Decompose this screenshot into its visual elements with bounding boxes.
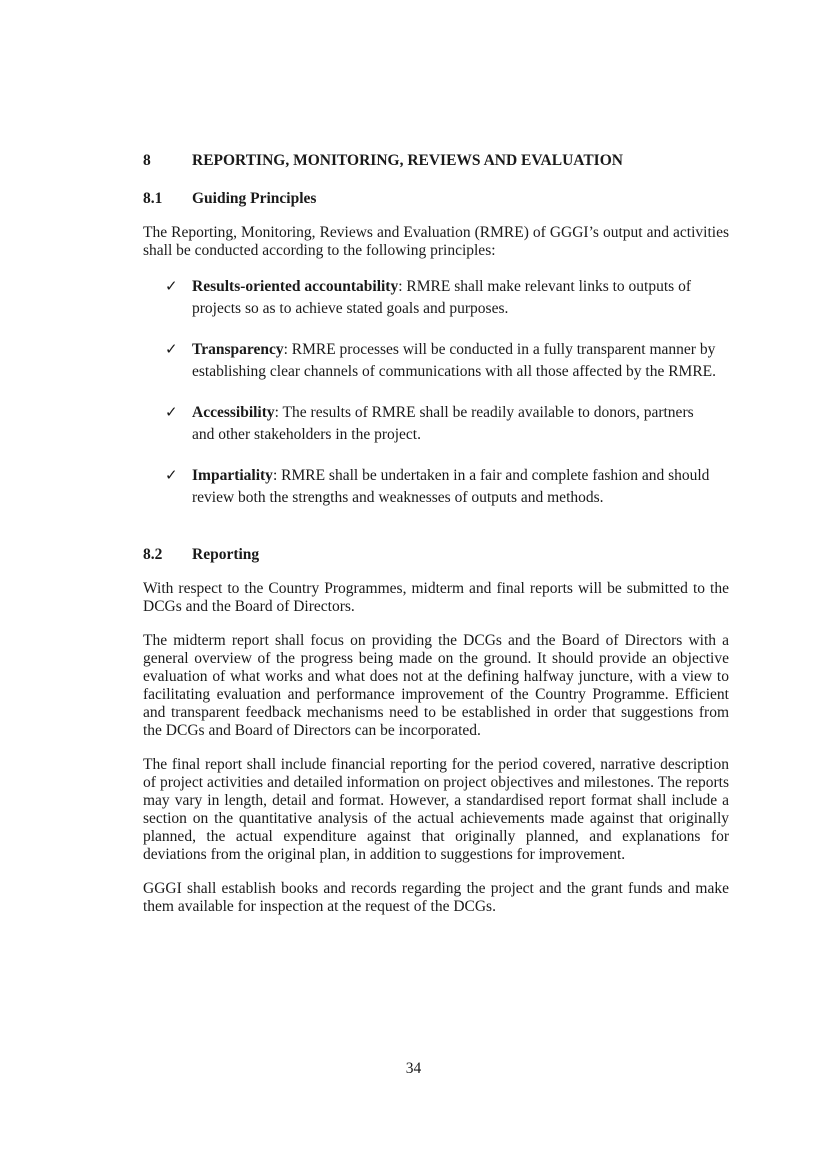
section-heading (143, 150, 729, 172)
principle-item (143, 465, 719, 508)
document-page (143, 150, 729, 932)
principle-item (143, 402, 719, 445)
principles-list (143, 276, 729, 508)
subsection-title: Guiding Principles (192, 190, 317, 207)
section-title: REPORTING, MONITORING, REVIEWS AND EVALUATION (192, 152, 623, 169)
principle-text: : RMRE processes will be conducted in a fully transparent manner by establishing clear channels of communications with all those affected by the RMRE. (192, 341, 716, 380)
check-mark-icon: ✓ (165, 277, 178, 295)
principle-term: Accessibility (192, 404, 275, 421)
principle-text: : The results of RMRE shall be readily available to donors, partners and other stakeholders in the project. (192, 404, 694, 443)
subsection-number: 8.1 (143, 190, 163, 207)
page-number: 34 (405, 1060, 422, 1077)
subsection-heading-guiding-principles (143, 188, 729, 210)
principle-term: Transparency (192, 341, 284, 358)
check-mark-icon: ✓ (165, 403, 178, 421)
reporting-paragraph: GGGI shall establish books and records regarding the project and the grant funds and make them available for inspection at the request of the DCGs. (143, 880, 729, 915)
reporting-paragraph: The final report shall include financial reporting for the period covered, narrative description of project activities and detailed information on project objectives and milestones. The reports may vary in length, detail and format. However, a standardised report format shall include a section on the quantitative analysis of the actual achievements made against that originally planned, the actual expenditure against that originally planned, and explanations for deviations from the original plan, in addition to suggestions for improvement. (143, 756, 729, 863)
check-mark-icon: ✓ (165, 340, 178, 358)
principle-term: Impartiality (192, 467, 273, 484)
subsection-heading-reporting (143, 544, 729, 566)
section-spacer (143, 528, 729, 544)
section-number: 8 (143, 152, 151, 169)
principles-intro-paragraph: The Reporting, Monitoring, Reviews and Evaluation (RMRE) of GGGI’s output and activities shall be conducted according to the following principles: (143, 224, 729, 259)
check-mark-icon: ✓ (165, 466, 178, 484)
principle-text: : RMRE shall make relevant links to outputs of projects so as to achieve stated goals and purposes. (192, 278, 691, 317)
principle-text: : RMRE shall be undertaken in a fair and complete fashion and should review both the strengths and weaknesses of outputs and methods. (192, 467, 710, 506)
subsection-title: Reporting (192, 546, 260, 563)
principle-item (143, 276, 719, 319)
reporting-paragraph: The midterm report shall focus on providing the DCGs and the Board of Directors with a general overview of the progress being made on the ground. It should provide an objective evaluation of what works and what does not at the defining halfway juncture, with a view to facilitating evaluation and performance improvement of the Country Programme. Efficient and transparent feedback mechanisms need to be established in order that suggestions from the DCGs and Board of Directors can be incorporated. (143, 632, 729, 739)
principle-term: Results-oriented accountability (192, 278, 399, 295)
subsection-number: 8.2 (143, 546, 163, 563)
principle-item (143, 339, 719, 382)
reporting-paragraph: With respect to the Country Programmes, midterm and final reports will be submitted to the DCGs and the Board of Directors. (143, 580, 729, 615)
